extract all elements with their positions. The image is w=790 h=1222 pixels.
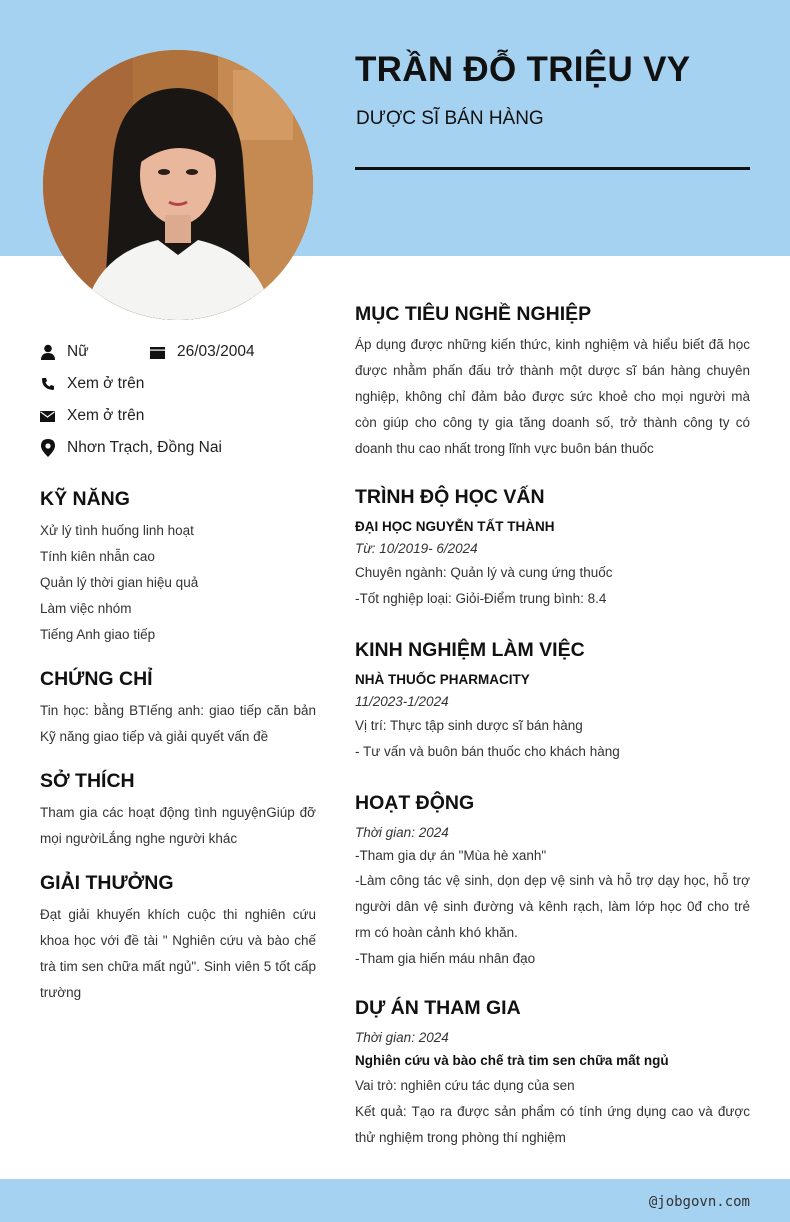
project-result: Kết quả: Tạo ra được sản phẩm có tính ứng dụng cao và được thử nghiệm trong phòng thí nghiệm (355, 1104, 750, 1145)
education-major: Chuyên ngành: Quản lý và cung ứng thuốc (355, 565, 613, 580)
candidate-name: TRẦN ĐỖ TRIỆU VY (355, 50, 691, 89)
activity-item: -Tham gia dự án "Mùa hè xanh" (355, 848, 547, 863)
awards-section (40, 871, 316, 1006)
education-grade: -Tốt nghiệp loại: Giỏi-Điểm trung bình: 8.4 (355, 591, 607, 606)
profile-photo (43, 50, 313, 320)
projects-section (355, 996, 750, 1151)
certificates-section (40, 667, 316, 750)
education-section (355, 485, 750, 612)
phone-icon (40, 376, 55, 392)
activities-period: Thời gian: 2024 (355, 825, 449, 840)
experience-position: Vị trí: Thực tập sinh dược sĩ bán hàng (355, 718, 583, 733)
skill-item: Xử lý tình huống linh hoạt (40, 523, 194, 538)
objective-title: MỤC TIÊU NGHỀ NGHIỆP (355, 303, 592, 325)
hobbies-text: Tham gia các hoạt động tình nguyệnGiúp đỡ mọi ngườiLắng nghe người khác (40, 805, 316, 846)
company-name: NHÀ THUỐC PHARMACITY (355, 672, 530, 687)
certificates-text: Tin học: bằng BTIếng anh: giao tiếp căn bản Kỹ năng giao tiếp và giải quyết vấn đề (40, 703, 316, 744)
activity-item: -Tham gia hiến máu nhân đạo (355, 951, 536, 966)
project-role: Vai trò: nghiên cứu tác dụng của sen (355, 1078, 575, 1093)
objective-section (355, 302, 750, 462)
person-icon (40, 344, 55, 360)
skill-item: Quản lý thời gian hiệu quả (40, 575, 199, 590)
birthdate-value: 26/03/2004 (177, 343, 255, 360)
objective-text: Áp dụng được những kiến thức, kinh nghiệm và hiểu biết đã học được nhằm phấn đấu trở thành một dược sĩ bán hàng chuyên nghiệp, không chỉ đảm bảo được sức khoẻ cho mọi người mà còn giúp cho công ty gia tăng doanh số, trở thành công ty có doanh thu cao nhất trong lĩnh vực buôn bán thuốc (355, 337, 750, 456)
hobbies-title: SỞ THÍCH (40, 770, 135, 792)
gender-value: Nữ (67, 343, 89, 360)
experience-title: KINH NGHIỆM LÀM VIỆC (355, 639, 585, 661)
skills-section (40, 487, 316, 648)
birthdate-row (150, 343, 255, 361)
projects-period: Thời gian: 2024 (355, 1030, 449, 1045)
experience-duty: - Tư vấn và buôn bán thuốc cho khách hàng (355, 744, 620, 759)
skill-item: Tính kiên nhẫn cao (40, 549, 155, 564)
mail-icon (40, 408, 55, 424)
calendar-icon (150, 344, 165, 360)
experience-section (355, 638, 750, 765)
gender-row (40, 343, 89, 361)
phone-row (40, 375, 144, 393)
job-title: DƯỢC SĨ BÁN HÀNG (356, 108, 544, 129)
hobbies-section (40, 769, 316, 852)
phone-value: Xem ở trên (67, 375, 145, 392)
activities-title: HOẠT ĐỘNG (355, 792, 475, 814)
email-value: Xem ở trên (67, 407, 145, 424)
skills-title: KỸ NĂNG (40, 488, 130, 510)
footer-watermark: @jobgovn.com (648, 1194, 750, 1210)
projects-title: DỰ ÁN THAM GIA (355, 997, 521, 1019)
experience-period: 11/2023-1/2024 (355, 694, 449, 709)
title-divider (355, 167, 750, 170)
address-row (40, 439, 222, 457)
project-name: Nghiên cứu và bào chế trà tim sen chữa mất ngủ (355, 1053, 669, 1068)
awards-text: Đạt giải khuyến khích cuộc thi nghiên cứu khoa học với đề tài " Nghiên cứu và bào chế trà tim sen chữa mất ngủ". Sinh viên 5 tốt cấp trường (40, 907, 316, 1000)
address-value: Nhơn Trạch, Đồng Nai (67, 439, 222, 456)
email-row (40, 407, 144, 425)
activity-item: -Làm công tác vệ sinh, dọn dẹp vệ sinh và hỗ trợ dạy học, hỗ trợ người dân vệ sinh đường và kênh rạch, làm lớp học 0đ cho trẻ rm có hoàn cảnh khó khăn. (355, 873, 750, 940)
skill-item: Làm việc nhóm (40, 601, 132, 616)
certificates-title: CHỨNG CHỈ (40, 668, 153, 690)
education-title: TRÌNH ĐỘ HỌC VẤN (355, 486, 545, 508)
activities-section (355, 791, 750, 972)
location-pin-icon (40, 440, 55, 456)
school-name: ĐẠI HỌC NGUYỄN TẤT THÀNH (355, 519, 555, 534)
awards-title: GIẢI THƯỞNG (40, 872, 174, 894)
skill-item: Tiếng Anh giao tiếp (40, 627, 156, 642)
education-period: Từ: 10/2019- 6/2024 (355, 541, 478, 556)
